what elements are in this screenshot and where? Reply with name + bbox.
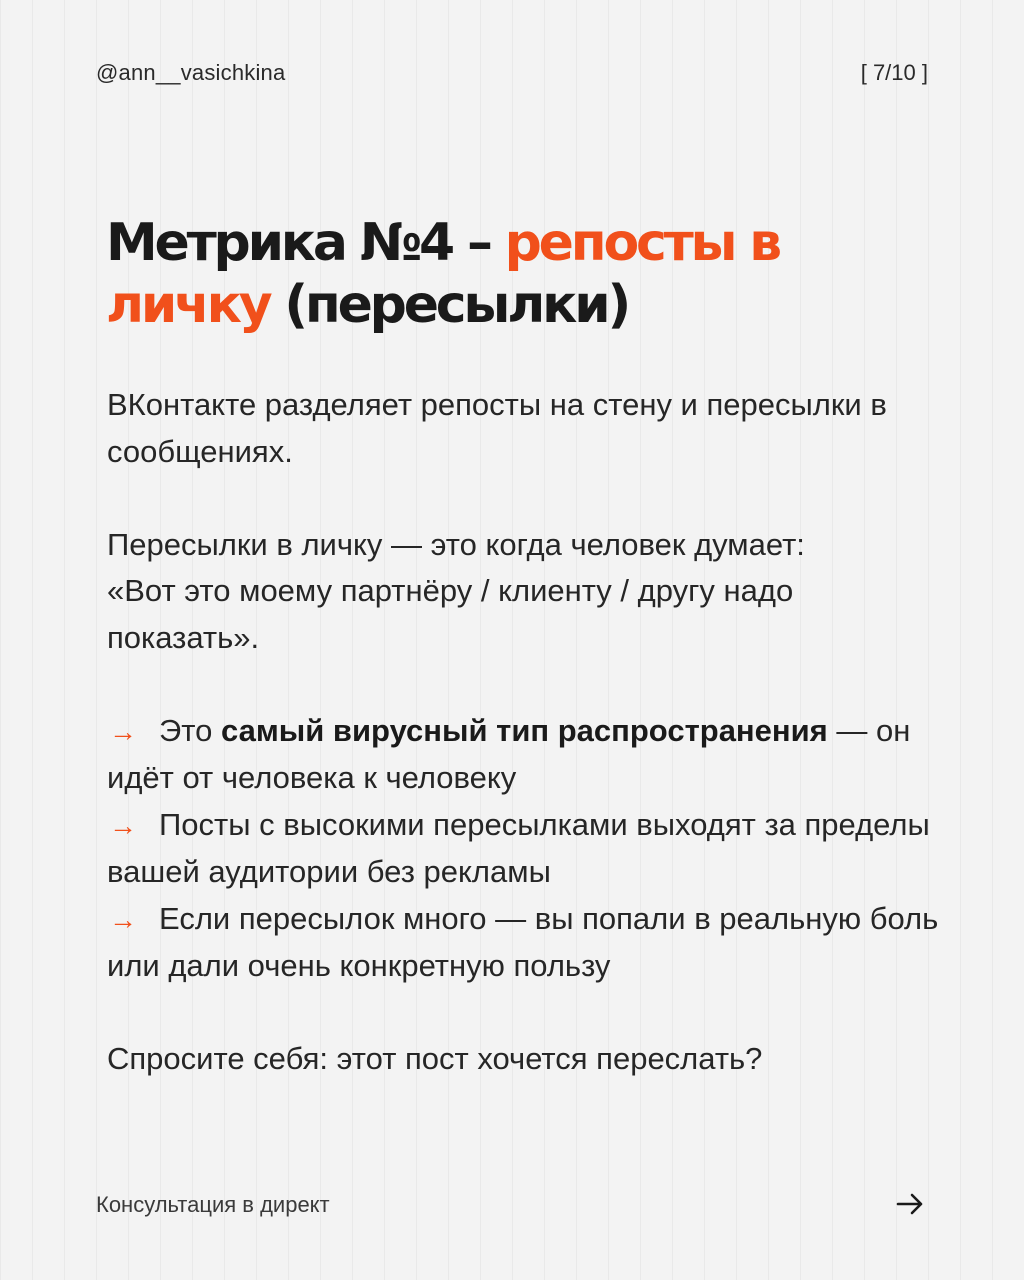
slide-title xyxy=(106,212,946,336)
title-part-2: (пересылки) xyxy=(269,275,629,335)
bullet-item xyxy=(107,802,947,896)
spacer xyxy=(107,990,947,1037)
orange-arrow-icon: → xyxy=(109,715,137,747)
closing-question: Спросите себя: этот пост хочется переслать? xyxy=(107,1041,763,1076)
bullet-suffix: — он идёт от человека к человеку xyxy=(107,712,911,795)
arrow-right-icon[interactable] xyxy=(894,1188,926,1220)
definition-paragraph xyxy=(107,522,947,662)
spacer xyxy=(107,475,947,522)
slide-counter: [ 7/10 ] xyxy=(860,60,928,85)
bullet-item xyxy=(107,708,947,802)
spacer xyxy=(107,661,947,708)
title-part-1: Метрика №4 – xyxy=(106,213,505,273)
slide-body xyxy=(107,382,947,1083)
title-accent: репосты в личку xyxy=(106,213,779,335)
bullet-item xyxy=(107,896,947,990)
orange-arrow-icon: → xyxy=(109,809,137,841)
orange-arrow-icon: → xyxy=(109,903,137,935)
bullet-prefix: Если пересылок много — вы попали в реальную боль или дали очень конкретную пользу xyxy=(107,900,939,983)
intro-paragraph: ВКонтакте разделяет репосты на стену и пересылки в сообщениях. xyxy=(107,387,887,469)
definition-line-1: Пересылки в личку — это когда человек думает: xyxy=(107,526,805,562)
consultation-cta[interactable]: Консультация в директ xyxy=(96,1192,330,1217)
bullet-bold: самый вирусный тип распространения xyxy=(221,712,828,748)
definition-line-2: «Вот это моему партнёру / клиенту / другу надо показать». xyxy=(107,573,794,655)
bullet-prefix: Это xyxy=(159,712,221,748)
bullet-prefix: Посты с высокими пересылками выходят за пределы вашей аудитории без рекламы xyxy=(107,806,930,889)
author-handle: @ann__vasichkina xyxy=(96,60,286,85)
